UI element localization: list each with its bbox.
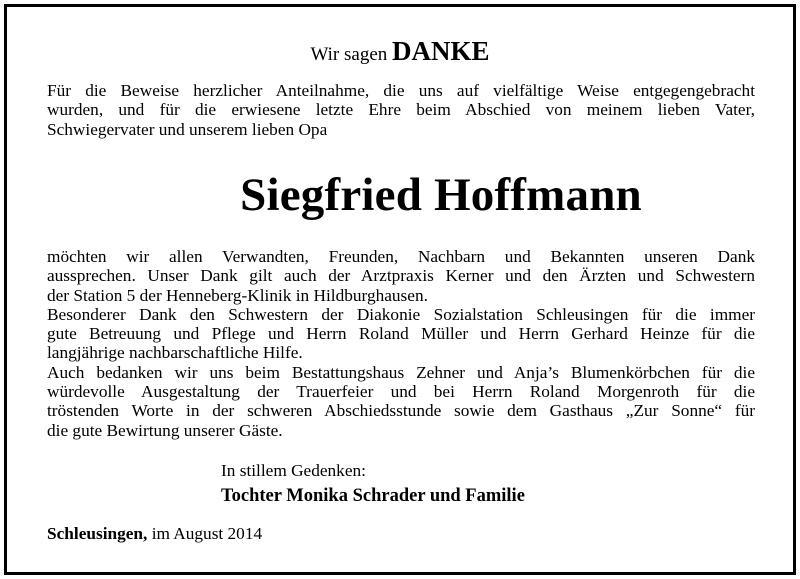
body-line: der Station 5 der Henneberg-Klinik in Hildburghausen. <box>47 285 428 305</box>
body-line: tröstenden Worte in der schweren Abschiedsstunde sowie dem Gasthaus „Zur Sonne“ für <box>47 401 755 421</box>
intro-paragraph <box>47 81 755 139</box>
body-line: Auch bedanken wir uns beim Bestattungshaus Zehner und Anja’s Blumenkörbchen für die <box>47 362 755 382</box>
remembrance-line: In stillem Gedenken: <box>221 461 366 480</box>
body-line: würdevolle Ausgestaltung der Trauerfeier und bei Herrn Roland Morgenroth für die <box>47 382 755 402</box>
place-city: Schleusingen, <box>47 524 148 543</box>
place-date <box>47 524 262 544</box>
intro-line: Schwiegervater und unserem lieben Opa <box>47 119 328 139</box>
intro-line: wurden, und für die erwiesene letzte Ehre beim Abschied von meinem lieben Vater, <box>47 100 755 120</box>
body-line: möchten wir allen Verwandten, Freunden, Nachbarn und Bekannten unseren Dank <box>47 247 755 266</box>
heading-thanks: DANKE <box>392 36 490 66</box>
intro-line: Für die Beweise herzlicher Anteilnahme, die uns auf vielfältige Weise entgegengebracht <box>47 81 755 100</box>
body-line: gute Betreuung und Pflege und Herrn Roland Müller und Herrn Gerhard Heinze für die <box>47 324 755 344</box>
thanks-body <box>47 247 755 440</box>
body-line: Besonderer Dank den Schwestern der Diakonie Sozialstation Schleusingen für die immer <box>47 304 755 324</box>
body-line: die gute Bewirtung unserer Gäste. <box>47 420 283 440</box>
family-signature: Tochter Monika Schrader und Familie <box>221 486 525 506</box>
notice-heading <box>0 36 800 70</box>
deceased-name: Siegfried Hoffmann <box>240 169 642 221</box>
place-date-text: im August 2014 <box>151 524 263 543</box>
body-line: langjährige nachbarschaftliche Hilfe. <box>47 343 303 363</box>
body-line: aussprechen. Unser Dank gilt auch der Arztpraxis Kerner und den Ärzten und Schwestern <box>47 266 755 286</box>
heading-prefix: Wir sagen <box>310 44 388 65</box>
